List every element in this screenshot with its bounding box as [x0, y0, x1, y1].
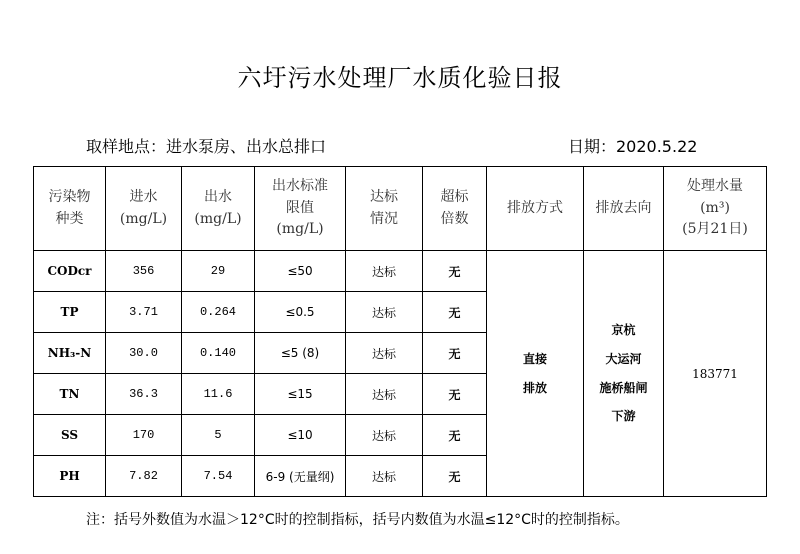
- status-cell: 达标: [346, 333, 423, 374]
- header-outflow: 出水 (mg/L): [182, 167, 255, 251]
- standard-cell: ≤15: [255, 374, 346, 415]
- outflow-cell: 5: [182, 415, 255, 456]
- inflow-cell: 170: [106, 415, 182, 456]
- inflow-cell: 36.3: [106, 374, 182, 415]
- status-cell: 达标: [346, 415, 423, 456]
- header-exceed: 超标 倍数: [423, 167, 487, 251]
- header-row: [34, 167, 767, 251]
- sampling-location: 取样地点：进水泵房、出水总排口: [86, 137, 327, 156]
- inflow-cell: 7.82: [106, 456, 182, 497]
- header-status: 达标 情况: [346, 167, 423, 251]
- standard-cell: ≤50: [255, 251, 346, 292]
- exceed-cell: 无: [423, 374, 487, 415]
- header-pollutant: 污染物 种类: [34, 167, 106, 251]
- pollutant-cell: TP: [34, 292, 106, 333]
- report-title: 六圩污水处理厂水质化验日报: [237, 64, 563, 92]
- exceed-cell: 无: [423, 415, 487, 456]
- header-inflow: 进水 (mg/L): [106, 167, 182, 251]
- water-quality-table: [33, 166, 767, 497]
- footnote: 注：括号外数值为水温＞12°C时的控制指标，括号内数值为水温≤12°C时的控制指标。: [86, 512, 629, 528]
- pollutant-cell: TN: [34, 374, 106, 415]
- inflow-cell: 3.71: [106, 292, 182, 333]
- header-volume: 处理水量 (m³) (5月21日): [664, 167, 767, 251]
- pollutant-cell: NH₃-N: [34, 333, 106, 374]
- status-cell: 达标: [346, 251, 423, 292]
- standard-cell: ≤5 (8): [255, 333, 346, 374]
- outflow-cell: 29: [182, 251, 255, 292]
- treated-volume-cell: 183771: [664, 251, 767, 497]
- exceed-cell: 无: [423, 292, 487, 333]
- pollutant-cell: PH: [34, 456, 106, 497]
- exceed-cell: 无: [423, 456, 487, 497]
- outflow-cell: 11.6: [182, 374, 255, 415]
- header-discharge-method: 排放方式: [487, 167, 584, 251]
- standard-cell: 6-9 (无量纲): [255, 456, 346, 497]
- inflow-cell: 356: [106, 251, 182, 292]
- discharge-method-cell: 直接 排放: [487, 251, 584, 497]
- pollutant-cell: SS: [34, 415, 106, 456]
- inflow-cell: 30.0: [106, 333, 182, 374]
- exceed-cell: 无: [423, 251, 487, 292]
- outflow-cell: 7.54: [182, 456, 255, 497]
- exceed-cell: 无: [423, 333, 487, 374]
- header-discharge-destination: 排放去向: [584, 167, 664, 251]
- status-cell: 达标: [346, 456, 423, 497]
- table-row: [34, 251, 767, 292]
- report-date: 日期：2020.5.22: [568, 137, 698, 156]
- standard-cell: ≤10: [255, 415, 346, 456]
- header-standard: 出水标准 限值 (mg/L): [255, 167, 346, 251]
- status-cell: 达标: [346, 374, 423, 415]
- outflow-cell: 0.140: [182, 333, 255, 374]
- discharge-destination-cell: 京杭 大运河 施桥船闸 下游: [584, 251, 664, 497]
- standard-cell: ≤0.5: [255, 292, 346, 333]
- status-cell: 达标: [346, 292, 423, 333]
- pollutant-cell: CODcr: [34, 251, 106, 292]
- outflow-cell: 0.264: [182, 292, 255, 333]
